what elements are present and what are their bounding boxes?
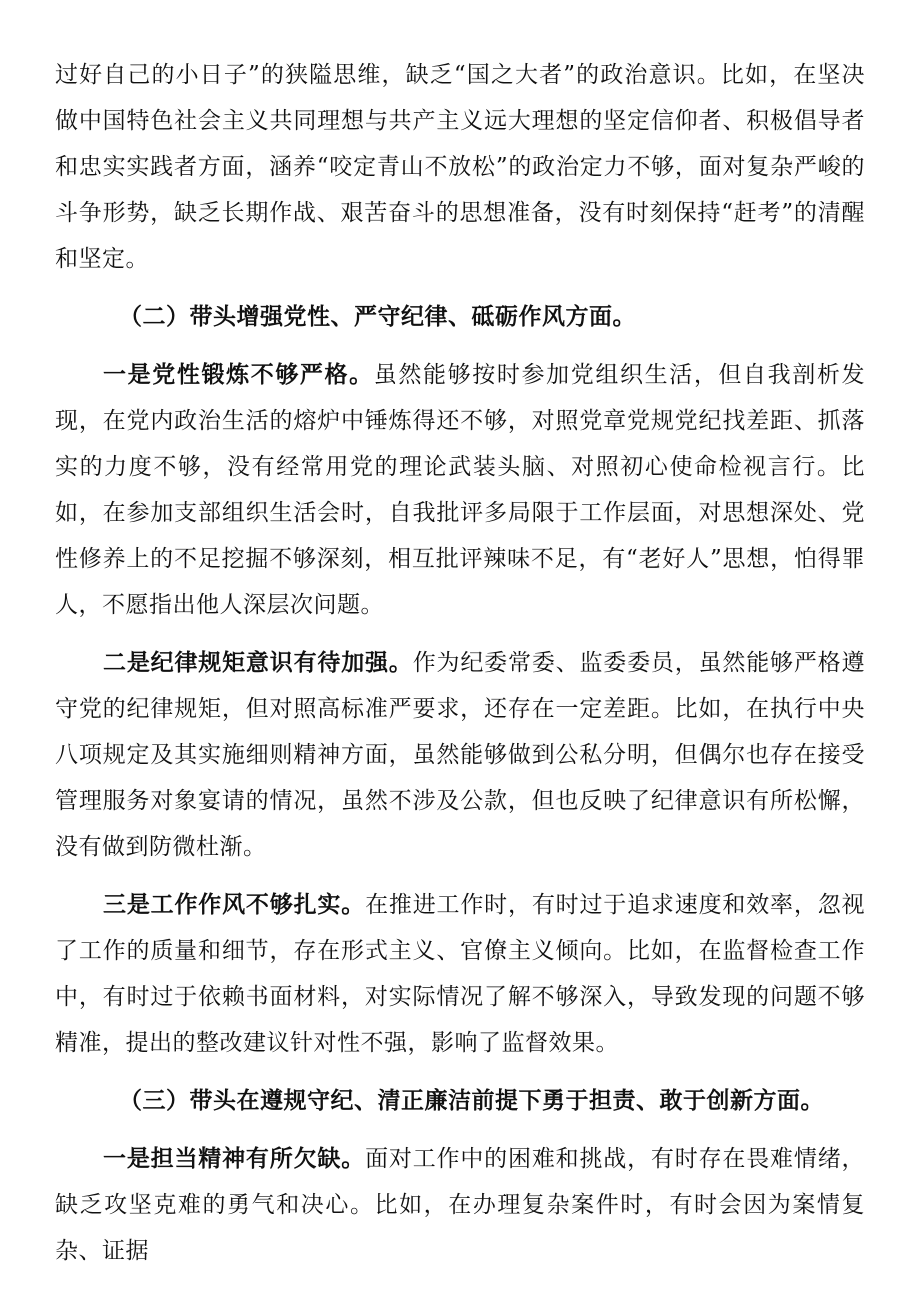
document-page: [55, 52, 865, 1274]
section-heading-3: [55, 1078, 865, 1124]
paragraph-gap: [55, 1124, 865, 1136]
paragraph-continuation: [55, 52, 865, 282]
paragraph-lead: 一是担当精神有所欠缺。: [103, 1146, 366, 1172]
paragraph-lead: 一是党性锻炼不够严格。: [103, 362, 374, 388]
paragraph-text: 过好自己的小日子”的狭隘思维，缺乏“国之大者”的政治意识。比如，在坚决做中国特色社会主义共同理想与共产主义远大理想的坚定信仰者、积极倡导者和忠实实践者方面，涵养“咬定青山不放松”的政治定力不够，面对复杂严峻的斗争形势，缺乏长期作战、艰苦奋斗的思想准备，没有时刻保持“赶考”的清醒和坚定。: [55, 62, 865, 272]
paragraph-lead: 三是工作作风不够扎实。: [103, 892, 366, 918]
paragraph-gap: [55, 340, 865, 352]
paragraph-party-spirit: [55, 352, 865, 628]
paragraph-text: 作为纪委常委、监委委员，虽然能够严格遵守党的纪律规矩，但对照高标准严要求，还存在一定差距。比如，在执行中央八项规定及其实施细则精神方面，虽然能够做到公私分明，但偶尔也存在接受管理服务对象宴请的情况，虽然不涉及公款，但也反映了纪律意识有所松懈，没有做到防微杜渐。: [55, 650, 866, 860]
paragraph-gap: [55, 1066, 865, 1078]
paragraph-work-style: [55, 882, 865, 1066]
paragraph-text: 虽然能够按时参加党组织生活，但自我剖析发现，在党内政治生活的熔炉中锤炼得还不够，对照党章党规党纪找差距、抓落实的力度不够，没有经常用党的理论武装头脑、对照初心使命检视言行。比如，在参加支部组织生活会时，自我批评多局限于工作层面，对思想深处、党性修养上的不足挖掘不够深刻，相互批评辣味不足，有“老好人”思想，怕得罪人，不愿指出他人深层次问题。: [55, 362, 866, 618]
paragraph-text: 在推进工作时，有时过于追求速度和效率，忽视了工作的质量和细节，存在形式主义、官僚主义倾向。比如，在监督检查工作中，有时过于依赖书面材料，对实际情况了解不够深入，导致发现的问题不够精准，提出的整改建议针对性不强，影响了监督效果。: [55, 892, 866, 1056]
paragraph-lead: 二是纪律规矩意识有待加强。: [103, 650, 413, 676]
paragraph-responsibility: [55, 1136, 865, 1274]
paragraph-text: 面对工作中的困难和挑战，有时存在畏难情绪，缺乏攻坚克难的勇气和决心。比如，在办理复杂案件时，有时会因为案情复杂、证据: [55, 1146, 866, 1264]
section-heading-text: （三）带头在遵规守纪、清正廉洁前提下勇于担责、敢于创新方面。: [119, 1088, 824, 1114]
paragraph-gap: [55, 870, 865, 882]
paragraph-discipline: [55, 640, 865, 870]
section-heading-text: （二）带头增强党性、严守纪律、砥砺作风方面。: [119, 304, 636, 330]
paragraph-gap: [55, 282, 865, 294]
paragraph-gap: [55, 628, 865, 640]
section-heading-2: [55, 294, 865, 340]
